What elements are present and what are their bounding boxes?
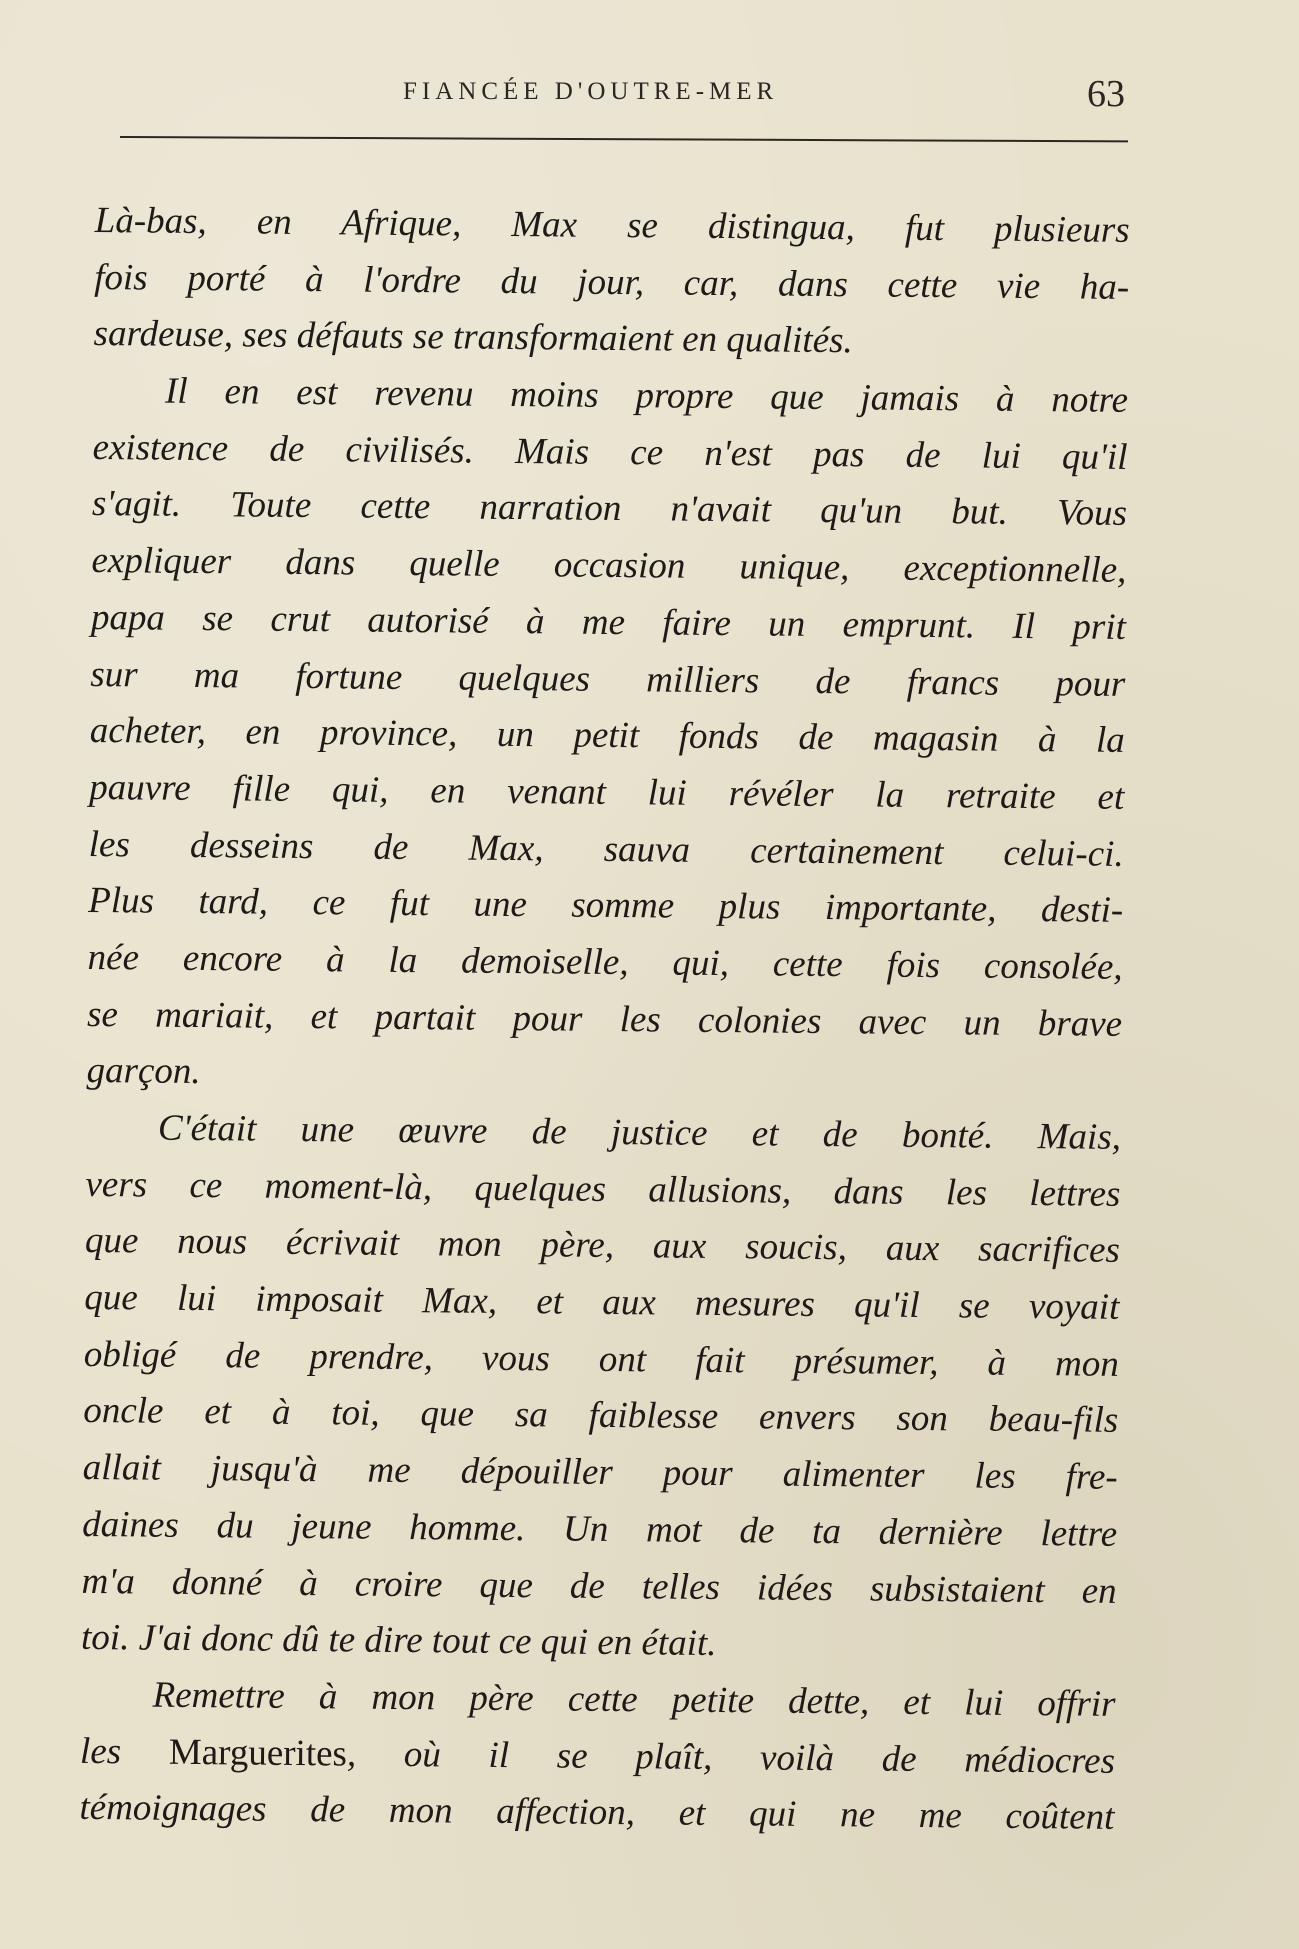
page-number: 63 — [1087, 73, 1125, 115]
text-line: se mariait, et partait pour les colonies avec un brave — [86, 993, 1123, 1045]
text-line: vers ce moment-là, quelques allusions, dans les lettres — [85, 1163, 1121, 1215]
text-line: fois porté à l'ordre du jour, car, dans cette vie ha- — [93, 256, 1130, 308]
text-line: que nous écrivait mon père, aux soucis, aux sacrifices — [84, 1220, 1121, 1272]
text-line: toi. J'ai donc dû te dire tout ce qui en était. — [80, 1617, 717, 1665]
text-line: Plus tard, ce fut une somme plus importante, desti- — [88, 880, 1124, 932]
text-line: témoignages de mon affection, et qui ne me coûtent — [79, 1787, 1115, 1839]
text-line: papa se crut autorisé à me faire un emprunt. Il prit — [90, 596, 1127, 648]
text-line: pauvre fille qui, en venant lui révéler la retraite et — [89, 766, 1125, 818]
text-line: garçon. — [86, 1050, 201, 1093]
text-line: sur ma fortune quelques milliers de francs pour — [90, 653, 1126, 705]
text-line: daines du jeune homme. Un mot de ta dernière lettre — [82, 1503, 1118, 1555]
text-line: acheter, en province, un petit fonds de magasin à la — [89, 710, 1125, 762]
text-line: obligé de prendre, vous ont fait présumer, à mon — [83, 1333, 1120, 1385]
text-line: oncle et à toi, que sa faiblesse envers son beau-fils — [83, 1390, 1119, 1442]
text-line — [80, 1723, 1115, 1790]
text-line: allait jusqu'à me dépouiller pour alimenter les fre- — [82, 1447, 1118, 1499]
text-line: que lui imposait Max, et aux mesures qu'il se voyait — [84, 1277, 1120, 1328]
text-line: Il en est revenu moins propre que jamais à notre — [164, 370, 1129, 421]
text-line: m'a donné à croire que de telles idées subsistaient en — [81, 1560, 1117, 1612]
running-title: FIANCÉE D'OUTRE-MER — [403, 78, 779, 105]
page-header — [120, 72, 1125, 122]
text-line: C'était une œuvre de justice et de bonté. Mais, — [157, 1107, 1122, 1158]
text-line: expliquer dans quelle occasion unique, exceptionnelle, — [91, 540, 1127, 592]
text-line: Remettre à mon père cette petite dette, et lui offrir — [152, 1674, 1116, 1725]
text-line: existence de civilisés. Mais ce n'est pas de lui qu'il — [92, 426, 1128, 478]
text-line: Là-bas, en Afrique, Max se distingua, fut plusieurs — [94, 199, 1130, 251]
text-line: née encore à la demoiselle, qui, cette fois consolée, — [87, 936, 1123, 988]
book-title-marguerites: Marguerites — [168, 1731, 348, 1775]
text-line: s'agit. Toute cette narration n'avait qu'un but. Vous — [91, 483, 1128, 535]
body-text — [79, 193, 1130, 1847]
text-line: les desseins de Max, sauva certainement celui-ci. — [88, 823, 1124, 875]
header-rule — [120, 136, 1128, 142]
text-segment: les — [79, 1730, 170, 1773]
text-segment: , où il se plaît, voilà de médiocres — [346, 1733, 1116, 1782]
text-line: sardeuse, ses défauts se transformaient en qualités. — [93, 313, 853, 362]
